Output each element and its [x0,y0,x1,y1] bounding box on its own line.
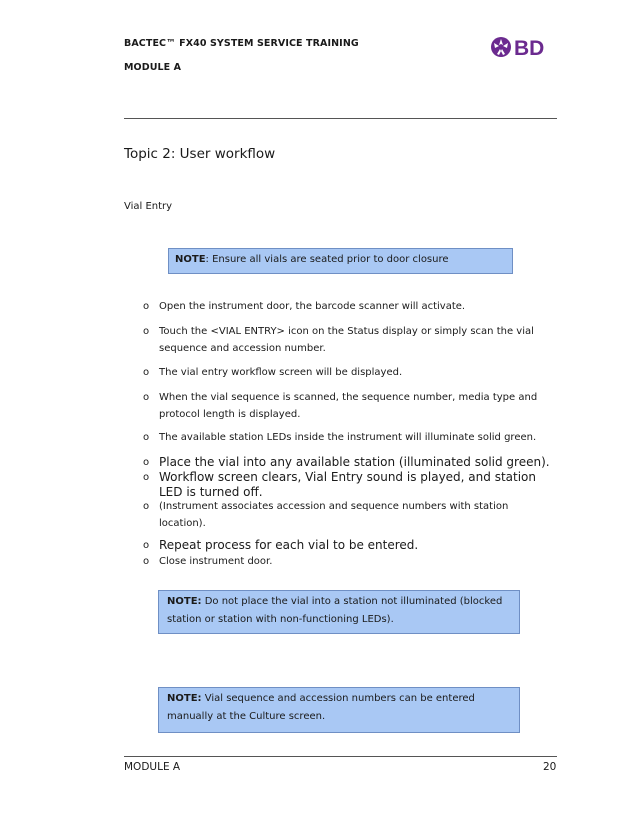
note-label: NOTE: [167,596,202,607]
note-box-1 [168,248,513,274]
list-item: o Repeat process for each vial to be entered. [143,538,419,552]
note-label: NOTE [175,254,206,265]
note-text: : Ensure all vials are seated prior to door closure [205,254,449,265]
note-box-2 [158,590,520,634]
note-label: NOTE: [167,693,202,704]
header-module: MODULE A [124,62,182,73]
note-box-3 [158,687,520,733]
note-text: Do not place the vial into a station not illuminated (blocked station or station with non-functioning LEDs). [167,596,503,625]
section-title: Vial Entry [124,201,173,212]
page-number: 20 [543,761,557,773]
header-title: BACTEC™ FX40 SYSTEM SERVICE TRAINING [124,38,359,49]
footer-module: MODULE A [124,761,181,773]
note-text: Vial sequence and accession numbers can be entered manually at the Culture screen. [167,693,475,722]
list-item: o Close instrument door. [143,556,273,567]
topic-title: Topic 2: User workflow [124,146,276,162]
list-item: o The available station LEDs inside the instrument will illuminate solid green. [143,432,537,443]
list-item: o Touch the <VIAL ENTRY> icon on the Status display or simply scan the vial sequence and accession number. [143,326,534,354]
list-item: o Open the instrument door, the barcode scanner will activate. [143,301,466,312]
bd-logo [487,32,557,60]
list-item: o Place the vial into any available station (illuminated solid green). [143,455,550,469]
footer-divider [124,756,557,757]
header-divider [124,118,557,119]
list-item: o Workflow screen clears, Vial Entry sound is played, and station LED is turned off. [143,470,536,499]
list-item: o When the vial sequence is scanned, the sequence number, media type and protocol length is displayed. [143,392,538,420]
list-item: o (Instrument associates accession and sequence numbers with station location). [143,501,509,529]
list-item: o The vial entry workflow screen will be displayed. [143,367,403,378]
logo-text: BD [514,37,545,60]
